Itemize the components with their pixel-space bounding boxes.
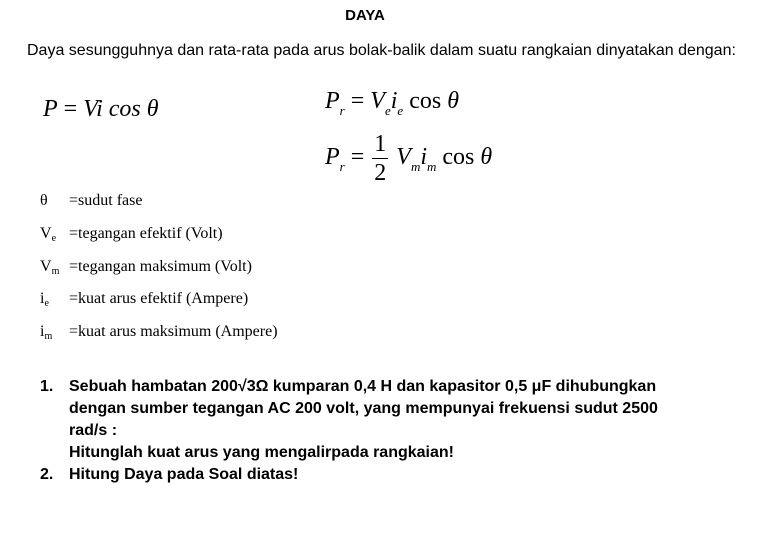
formula2-theta: θ bbox=[447, 88, 459, 114]
formula2-current: i bbox=[390, 88, 398, 114]
intro-paragraph: Daya sesungguhnya dan rata-rata pada arus bolak-balik dalam suatu rangkaian dinyatakan dengan: bbox=[27, 42, 736, 59]
question-line: rad/s : bbox=[69, 422, 118, 439]
formula2-cos: cos bbox=[409, 88, 442, 114]
symbol-description: =tegangan efektif (Volt) bbox=[69, 225, 223, 242]
symbol-legend-item bbox=[40, 225, 223, 244]
formula2-equals: = bbox=[350, 88, 365, 114]
formula2-voltage-sub: e bbox=[384, 103, 391, 118]
question-number: 2. bbox=[40, 466, 54, 483]
formula3-numerator: 1 bbox=[374, 131, 387, 157]
formula2-lhs: P bbox=[325, 88, 340, 114]
symbol-legend-item bbox=[40, 258, 252, 277]
question-number: 1. bbox=[40, 378, 54, 395]
question-item bbox=[40, 376, 760, 464]
symbol-name: $i_e$ bbox=[40, 290, 49, 309]
formula-power-equals: = bbox=[63, 96, 78, 122]
formula2-current-sub: e bbox=[397, 103, 404, 118]
formula-power-lhs: P bbox=[43, 96, 58, 122]
formula3-lhs-sub: r bbox=[339, 159, 345, 175]
symbol-name: $V_e$ bbox=[40, 225, 57, 244]
formula3-lhs: P bbox=[325, 144, 340, 171]
formula3-fraction bbox=[372, 130, 388, 187]
question-line: Hitunglah kuat arus yang mengalirpada rangkaian! bbox=[69, 444, 454, 461]
formula-power-rhs: Vi cos bbox=[83, 96, 141, 122]
formula3-voltage-sub: m bbox=[410, 159, 421, 175]
formula3-theta: θ bbox=[480, 144, 493, 171]
symbol-legend-item bbox=[40, 290, 248, 309]
symbol-name: $V_m$ bbox=[40, 258, 60, 277]
formula3-current: i bbox=[420, 144, 428, 171]
formula-average-power-maximum bbox=[325, 130, 492, 187]
symbol-legend-item bbox=[40, 192, 142, 211]
symbol-description: =kuat arus maksimum (Ampere) bbox=[69, 323, 278, 340]
formula-power-theta: θ bbox=[146, 96, 159, 122]
question-line: Hitung Daya pada Soal diatas! bbox=[69, 466, 299, 483]
question-item bbox=[40, 464, 760, 486]
symbol-description: =kuat arus efektif (Ampere) bbox=[69, 290, 249, 307]
formula-power bbox=[43, 96, 159, 123]
formula3-cos: cos bbox=[442, 144, 475, 171]
formula3-voltage: V bbox=[396, 144, 411, 171]
question-list bbox=[40, 376, 760, 486]
formula3-current-sub: m bbox=[427, 159, 437, 175]
page-title: DAYA bbox=[345, 7, 385, 24]
formula3-denominator: 2 bbox=[374, 160, 387, 186]
symbol-description: =sudut fase bbox=[69, 192, 143, 209]
formula3-equals: = bbox=[350, 144, 365, 171]
formula-average-power-effective bbox=[325, 88, 459, 119]
symbol-legend-item bbox=[40, 323, 278, 342]
symbol-description: =tegangan maksimum (Volt) bbox=[69, 258, 252, 275]
question-line: dengan sumber tegangan AC 200 volt, yang mempunyai frekuensi sudut 2500 bbox=[69, 400, 658, 417]
formula2-voltage: V bbox=[370, 88, 385, 114]
formula2-lhs-sub: r bbox=[339, 103, 345, 118]
symbol-name: $i_m$ bbox=[40, 323, 53, 342]
question-line: Sebuah hambatan 200√3Ω kumparan 0,4 H dan kapasitor 0,5 μF dihubungkan bbox=[69, 378, 657, 395]
symbol-name: θ bbox=[40, 192, 48, 209]
